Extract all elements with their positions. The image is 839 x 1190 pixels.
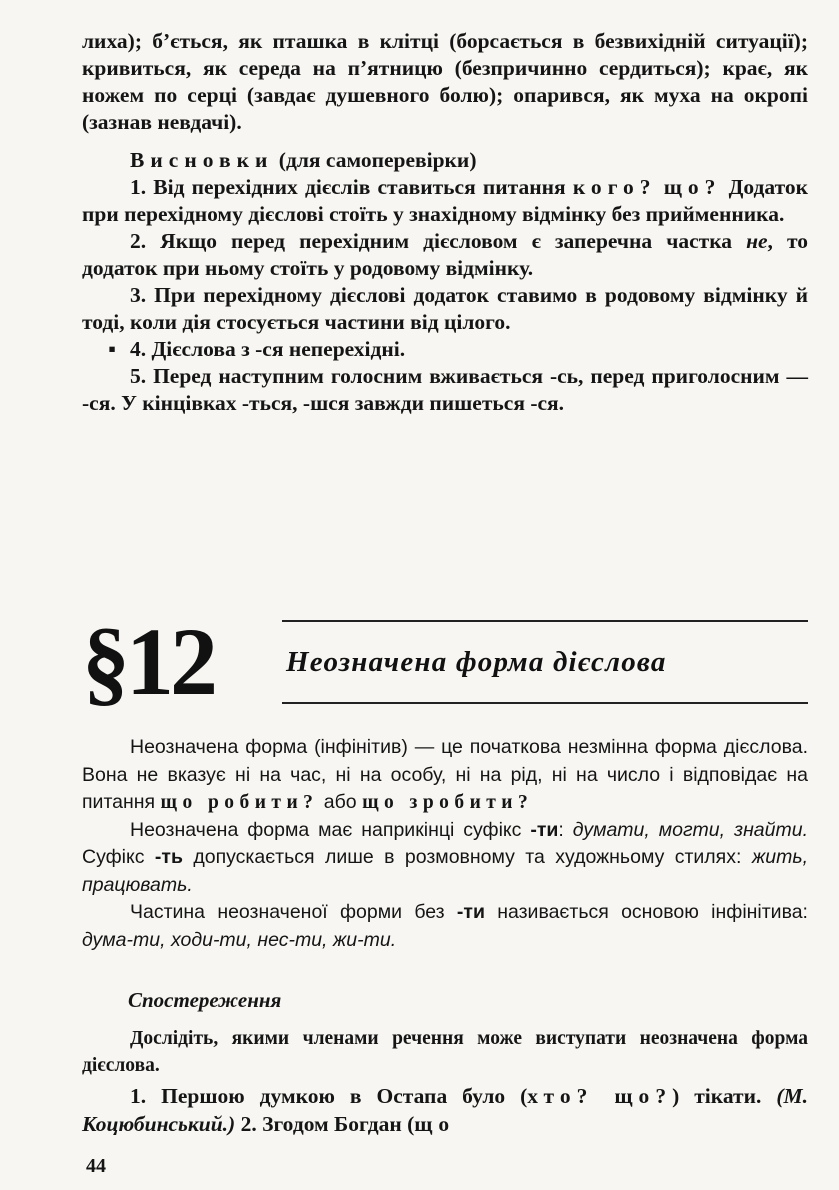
suffix-text-3: допускається лише в розмовному та художньому стилях: [182, 846, 752, 868]
question-kogo: кого? [572, 175, 657, 199]
conclusion-5: 5. Перед наступним голосним вживається -сь, перед приголосним — -ся. У кінцівках -ться, -шся завжди пишеться -ся. [82, 364, 808, 415]
stem-suffix-ti: -ти [456, 901, 485, 923]
example-text-3: 2. Згодом Богдан ( [235, 1112, 415, 1136]
question-scho-zrobyty: що зробити? [362, 792, 534, 813]
suffix-t: -ть [154, 846, 183, 868]
suffix-text-2: Суфікс [82, 846, 155, 868]
suffix-paragraph [82, 817, 808, 900]
page-number: 44 [86, 1155, 106, 1177]
conclusion-3: 3. При перехідному дієслові додаток ставимо в родовому відмінку й тоді, коли дія стосується частини від цілого. [82, 283, 808, 334]
observation-heading: Спостереження [128, 988, 282, 1012]
suffix-colon: : [558, 818, 573, 841]
definition-paragraph [82, 734, 808, 817]
question-scho-robyty: що робити? [160, 792, 319, 813]
question-scho: що? [663, 175, 722, 199]
example-text-1: 1. Першою думкою в Остапа було ( [130, 1084, 528, 1108]
summary-heading-note: (для самоперевірки) [273, 148, 477, 172]
section-body [82, 734, 808, 954]
top-text-block [82, 28, 808, 417]
conclusion-1-text: 1. Від перехідних дієслів ставиться питання [130, 175, 573, 199]
stem-text-2: називається основою інфінітива: [484, 901, 808, 923]
bullet-marker: ▪ [108, 337, 116, 361]
definition-text: Неозначена форма (інфінітив) — це початкова незмінна форма дієслова. Вона не вказує ні на час, ні на особу, ні на рід, ні на число і відповідає на питання [82, 736, 808, 813]
example-text-2: ) тікати. [672, 1084, 777, 1108]
example-author: (М. Коцюбинський.) [82, 1084, 808, 1136]
stem-paragraph [82, 899, 808, 954]
section-heading [80, 608, 810, 720]
example-question-1: хто? що? [527, 1084, 673, 1108]
conclusion-2-rest: , то додаток при ньому стоїть у родовому відмінку. [82, 229, 808, 280]
summary-heading [82, 147, 808, 174]
conclusion-2 [82, 228, 808, 282]
suffix-text: Неозначена форма має наприкінці суфікс [130, 818, 531, 841]
stem-examples: дума-ти, ходи-ти, нес-ти, жи-ти. [82, 928, 397, 951]
suffix-examples-2: жить, працювать. [82, 846, 808, 896]
conclusion-1 [82, 174, 808, 228]
conclusion-4 [82, 336, 808, 363]
summary-heading-spaced: Висновки [130, 148, 274, 172]
observation-example [82, 1082, 808, 1138]
conclusion-4-text: 4. Дієслова з -ся неперехідні. [130, 337, 406, 361]
particle-ne: не [746, 229, 768, 253]
heading-rule-top [282, 620, 808, 622]
suffix-examples-1: думати, могти, знайти. [572, 818, 808, 841]
observation-task [82, 1025, 808, 1079]
observation-task-text: Дослідіть, якими членами речення може виступати неозначена форма дієслова. [82, 1028, 808, 1076]
idioms-paragraph: лиха); б’ється, як пташка в клітці (борсається в безвихідній ситуації); кривиться, як середа на п’ятницю (безпричинно сердиться); крає, як ножем по серці (завдає душевного болю); опарився, як муха на окропі (зазнав невдачі). [82, 29, 808, 134]
example-question-2: що [414, 1112, 456, 1136]
definition-or: або [318, 791, 363, 813]
stem-text: Частина неозначеної форми без [130, 901, 457, 923]
conclusion-2-text: 2. Якщо перед перехідним дієсловом є заперечна частка [130, 229, 747, 253]
example-paragraph [82, 1082, 808, 1138]
section-title: Неозначена форма дієслова [286, 646, 667, 678]
suffix-ti: -ти [530, 818, 559, 841]
conclusion-1-rest: Додаток при перехідному дієслові стоїть у знахідному відмінку без прийменника. [82, 175, 808, 226]
section-number: §12 [82, 608, 214, 715]
heading-rule-bottom [282, 702, 808, 704]
